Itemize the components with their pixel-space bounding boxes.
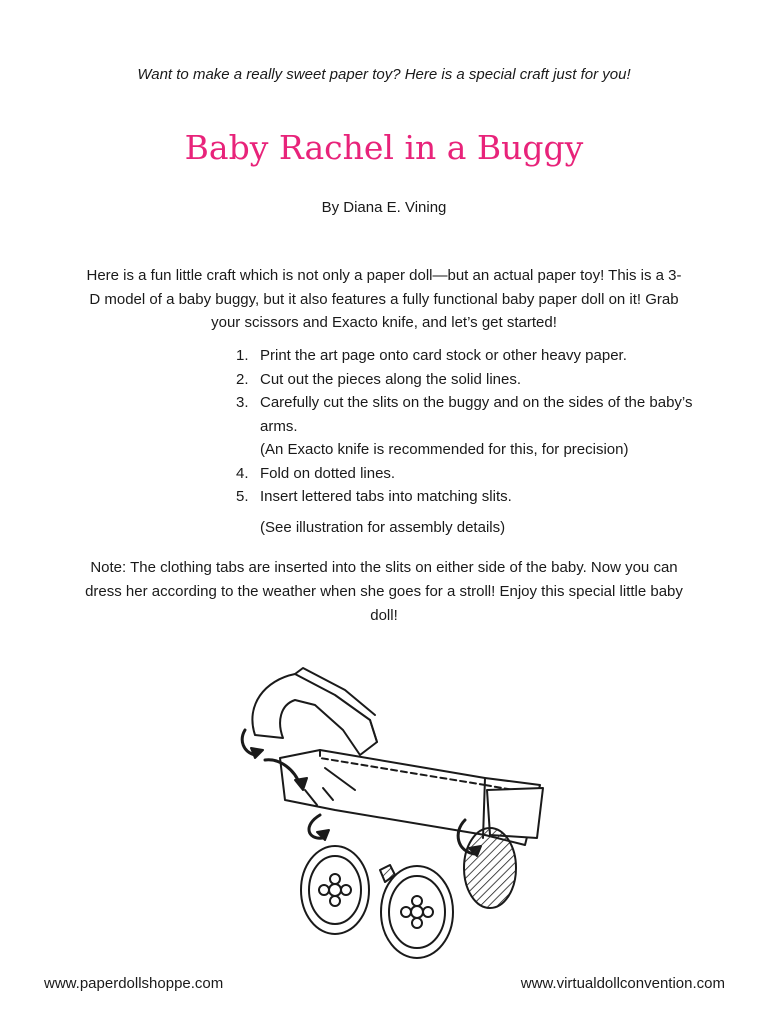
step-number: 3. (236, 394, 249, 411)
buggy-hood (252, 674, 377, 755)
tagline: Want to make a really sweet paper toy? Here is a special craft just for you! (137, 66, 631, 83)
footer-link-virtualdollconvention[interactable]: www.virtualdollconvention.com (520, 975, 725, 992)
step-text: Insert lettered tabs into matching slits. (260, 488, 512, 505)
wheel (301, 846, 369, 934)
step-item (236, 368, 716, 392)
footer-link-paperdollshoppe[interactable]: www.paperdollshoppe.com (44, 975, 224, 992)
step-subnote: (An Exacto knife is recommended for this, for precision) (260, 441, 629, 458)
step-text: Cut out the pieces along the solid lines. (260, 370, 521, 388)
illustration-note: (See illustration for assembly details) (260, 519, 506, 536)
step-item (236, 344, 716, 368)
step-number: 1. (236, 347, 249, 364)
step-number: 5. (236, 488, 249, 505)
step-number: 2. (236, 370, 249, 388)
wheel (464, 828, 516, 908)
step-item (236, 462, 716, 486)
step-item (236, 485, 716, 509)
instruction-steps (236, 344, 716, 509)
buggy-illustration (225, 660, 565, 960)
step-text: Fold on dotted lines. (260, 464, 396, 482)
step-text: Carefully cut the slits on the buggy and on the sides of the baby’s arms. (260, 394, 693, 435)
wheel (381, 866, 453, 958)
step-text: Print the art page onto card stock or other heavy paper. (260, 347, 627, 364)
clothing-note: Note: The clothing tabs are inserted into the slits on either side of the baby. Now you can dress her according to the weather when she goes for a stroll! Enjoy this special little baby doll! (85, 559, 683, 624)
page-title: Baby Rachel in a Buggy (184, 128, 584, 167)
byline: By Diana E. Vining (321, 199, 447, 216)
step-number: 4. (236, 464, 249, 482)
step-item (236, 391, 716, 462)
intro-paragraph: Here is a fun little craft which is not only a paper doll—but an actual paper toy! This is a 3-D model of a baby buggy, but it also features a fully functional baby paper doll on it! Grab your scissors and Exacto knife, and let’s get started! (86, 267, 682, 331)
